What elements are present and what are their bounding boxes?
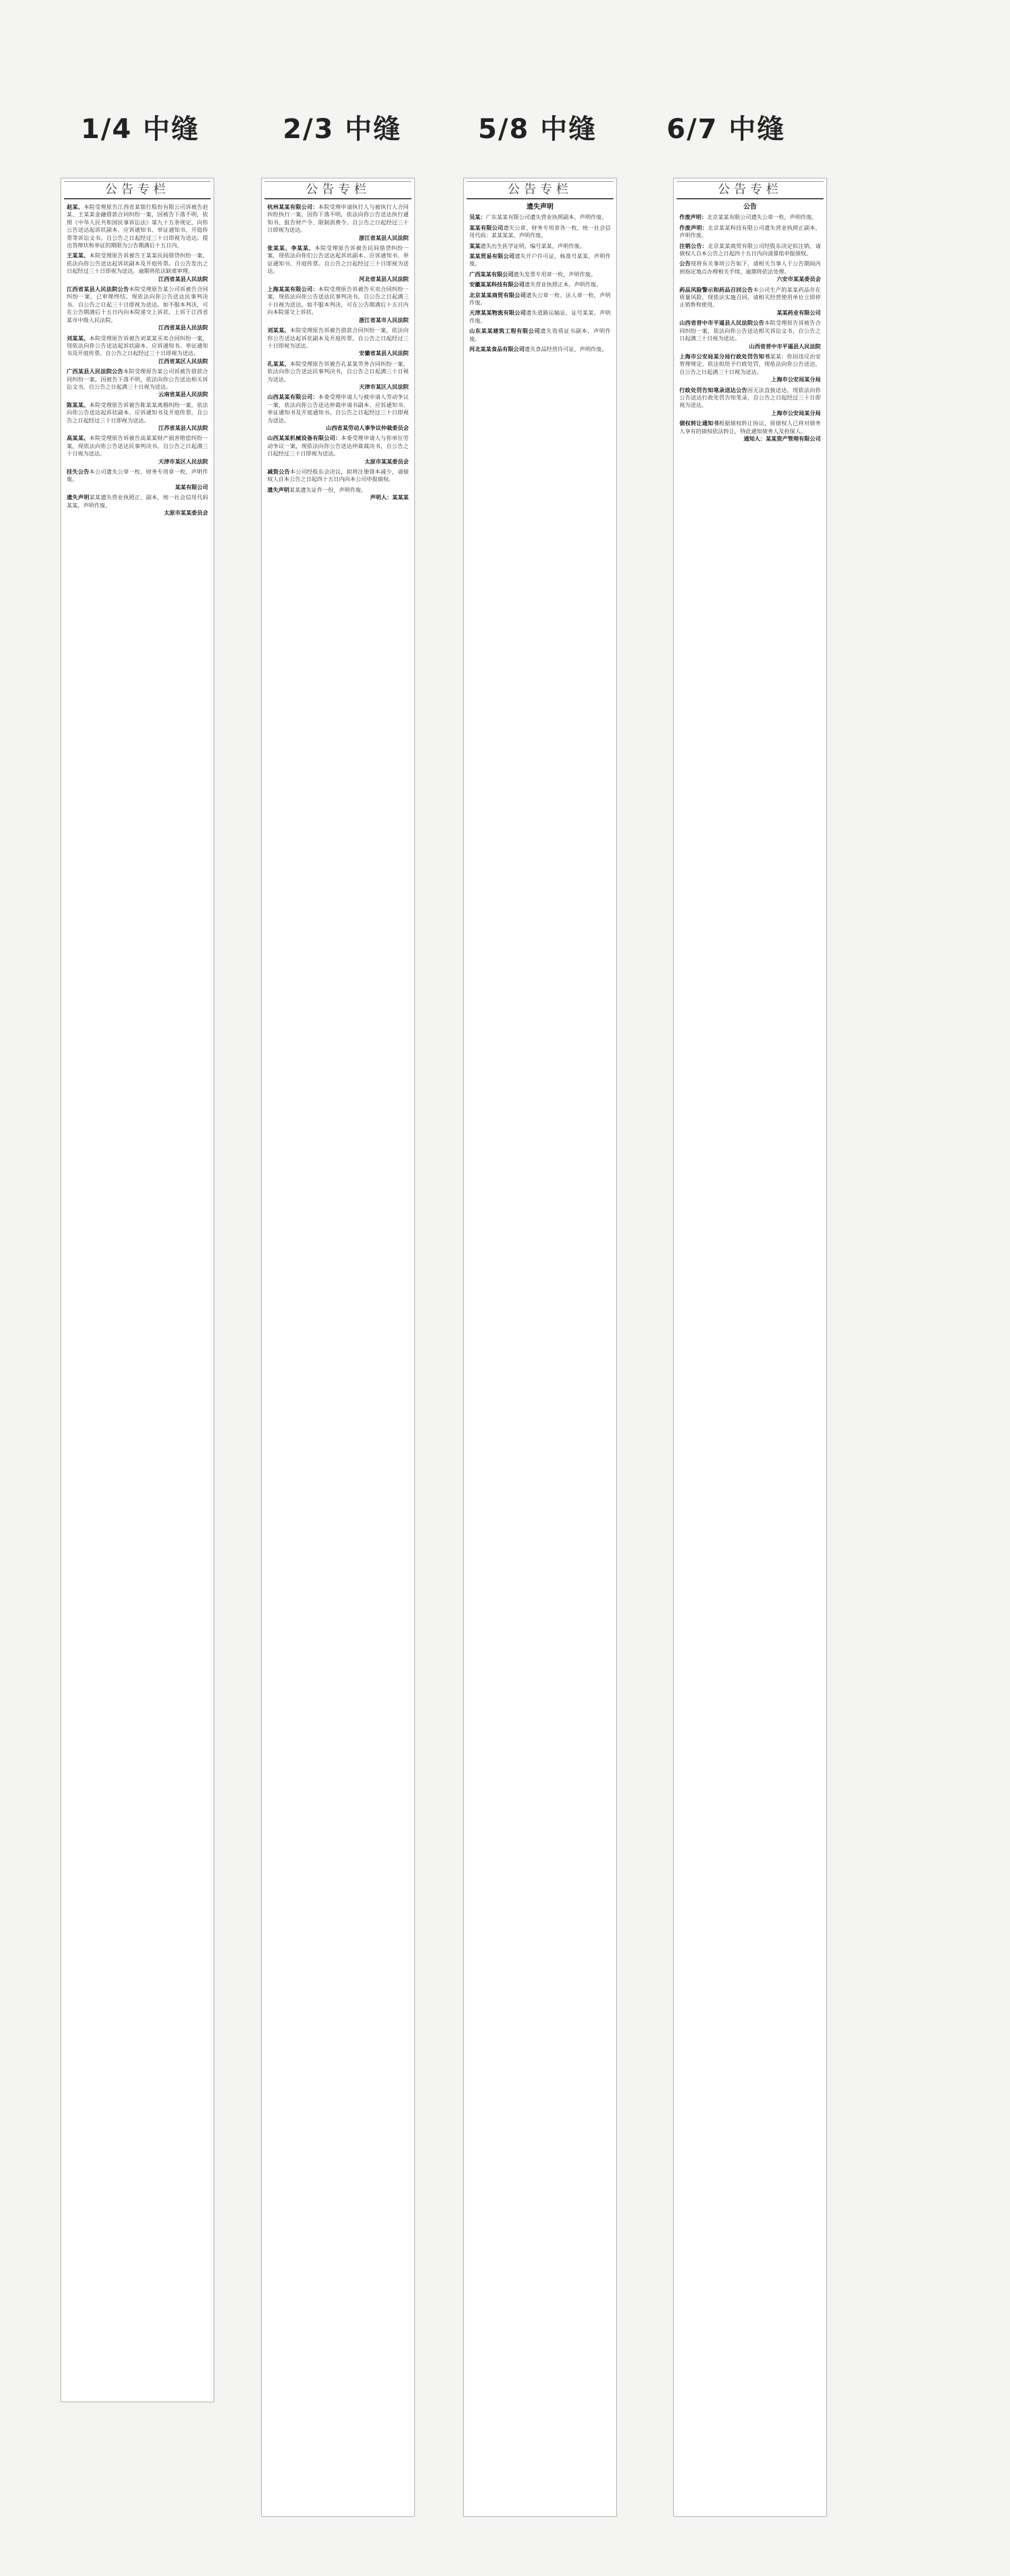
notice-signature: 浙江省某县人民法院 [359, 234, 409, 241]
notice-item [679, 353, 821, 384]
notice-item [469, 292, 611, 307]
notice-text: 遗失公章、财务专用章各一枚，统一社会信用代码：某某某某，声明作废。 [469, 224, 611, 239]
notice-signature: 上海市公安局某分局 [771, 409, 821, 416]
notice-signature: 某某药业有限公司 [776, 309, 821, 316]
notice-signature: 天津市某区人民法院 [158, 457, 208, 465]
notice-item [679, 243, 821, 258]
column-header: 公告专栏 [64, 181, 211, 199]
notice-item [67, 494, 208, 517]
notice-signature: 浙江省某市人民法院 [359, 316, 409, 323]
notice-signature: 六安市某某委员会 [776, 276, 821, 283]
column-body [464, 203, 616, 354]
notice-item [469, 214, 611, 221]
notice-head: 江西省某县人民法院公告 [67, 286, 129, 293]
notice-text: 本院受理原告诉被告买卖合同纠纷一案，现依法向你公告送达民事判决书，自公告之日起满三十日视为送达。如不服本判决，可在公告期满后十五日内向本院递交上诉状。 [267, 286, 409, 316]
notice-text: 本院受理原告诉被告合同纠纷一案，依法向你公告送达相关诉讼文书，自公告之日起满三十日视为送达。 [679, 319, 821, 342]
notice-item [267, 360, 409, 391]
notice-text: 现将有关事项公告如下，请相关当事人于公告期间内到指定地点办理相关手续，逾期将依法处理。 [679, 260, 821, 275]
notice-text: 某某遗失证件一份，声明作废。 [289, 486, 367, 493]
notice-head: 赵某、 [67, 203, 84, 210]
notice-item [67, 335, 208, 366]
notice-head: 公告 [679, 260, 691, 267]
notice-item [469, 346, 611, 353]
notice-item [469, 327, 611, 343]
notice-text: 本公司生产的某某药品存在质量风险，现依法实施召回，请相关经营使用单位立即停止销售和使用。 [679, 286, 821, 309]
notice-head: 刘某某、 [267, 327, 290, 334]
notice-item [267, 486, 409, 502]
notice-head: 遗失声明 [267, 486, 290, 493]
notice-item [267, 434, 409, 465]
notice-text: 遗失发票专用章一枚，声明作废。 [513, 270, 597, 278]
section-title: 公告 [743, 203, 757, 211]
column-body [61, 203, 213, 517]
notice-text: 遗失出生医学证明，编号某某，声明作废。 [480, 242, 585, 249]
notice-text: 本院受理原告诉被告王某某民间借贷纠纷一案，依法向你公告送达起诉状副本及开庭传票。自公告发出之日起经过三十日即视为送达。逾期将依法缺席审理。 [67, 252, 208, 275]
notice-column-1 [61, 178, 214, 2402]
notice-head: 山东某某建筑工程有限公司 [469, 327, 541, 335]
notice-item [469, 224, 611, 240]
notice-item [267, 468, 409, 484]
notice-item [679, 214, 821, 221]
notice-signature: 声明人：某某某 [370, 494, 409, 501]
notice-head: 上海某某有限公司： [267, 286, 318, 293]
notice-signature: 山西省某劳动人事争议仲裁委员会 [326, 424, 409, 431]
notice-head: 王某某、 [67, 252, 90, 259]
notice-text: 本院受理原告诉被告民间借贷纠纷一案，现依法向你们公告送达起诉状副本、应诉通知书、举证通知书、开庭传票。自公告之日起经过三十日即视为送达。 [267, 245, 409, 275]
notice-text: 根据债权转让协议，原债权人已将对债务人享有的债权依法转让，特此通知债务人及担保人。 [679, 420, 821, 434]
notice-text: 某某：你因违反治安管理规定，依法拟给予行政处罚，现依法向你公告送达，自公告之日起满三十日视为送达。 [679, 352, 821, 375]
notice-text: 本院受理原告诉被告刘某某买卖合同纠纷一案，现依法向你公告送达起诉状副本、应诉通知书、举证通知书及开庭传票。自公告之日起经过三十日即视为送达。 [67, 334, 208, 357]
notice-signature: 上海市公安局某分局 [771, 376, 821, 383]
fold-label-2-3: 2/3 中缝 [283, 114, 402, 145]
notice-item [469, 281, 611, 288]
notice-item [469, 253, 611, 268]
notice-item [67, 368, 208, 399]
notice-text: 本院受理原告某公司诉被告借款合同纠纷一案，因被告下落不明，依法向你公告送达相关诉讼文书，自公告之日起满三十日视为送达。 [67, 368, 208, 390]
notice-item [67, 468, 208, 491]
notice-item [267, 245, 409, 283]
notice-head: 行政处罚告知笔录送达公告 [679, 386, 747, 393]
notice-item [267, 393, 409, 432]
notice-text: 遗失开户许可证，核准号某某，声明作废。 [469, 253, 611, 267]
notice-text: 本公司经股东会决议，拟将注册资本减少，请债权人自本公告之日起四十五日内向本公司申报债权。 [267, 468, 409, 483]
notice-head: 注销公告： [679, 242, 708, 249]
notice-text: 本院受理原告诉被告高某某财产损害赔偿纠纷一案，现依法向你公告送达民事判决书，自公告之日起满三十日视为送达。 [67, 434, 208, 457]
notice-text: 本院受理原告诉被告陈某某离婚纠纷一案，依法向你公告送达起诉状副本、应诉通知书及开庭传票。自公告之日起经过三十日即视为送达。 [67, 401, 208, 424]
column-header: 公告专栏 [265, 181, 411, 199]
notice-head: 遗失声明 [67, 494, 90, 501]
notice-item [679, 224, 821, 240]
notice-head: 作废声明： [679, 224, 708, 231]
notice-signature: 江苏省某县人民法院 [158, 424, 208, 431]
notice-head: 山西某某机械设备有限公司： [267, 434, 341, 442]
notice-text: 本院受理申请执行人与被执行人合同纠纷执行一案，因你下落不明，依法向你公告送达执行通知书、报告财产令、限制消费令。自公告之日起经过三十日即视为送达。 [267, 203, 409, 234]
notice-signature: 山西省晋中市平遥县人民法院 [749, 342, 821, 350]
notice-signature: 太原市某某委员会 [364, 457, 409, 465]
notice-text: 本公司遗失公章一枚、财务专用章一枚，声明作废。 [67, 468, 208, 483]
notice-text: 本院受理原告诉被告孔某某劳务合同纠纷一案，依法向你公告送达民事判决书，自公告之日起满三十日视为送达。 [267, 360, 409, 383]
notice-text: 本委受理申请人与被申请人劳动争议一案，依法向你公告送达仲裁申请书副本、应诉通知书、举证通知书及开庭通知书。自公告之日起经过三十日即视为送达。 [267, 393, 409, 424]
notice-item [267, 327, 409, 358]
notice-head: 广西某某有限公司 [469, 270, 514, 278]
notice-item [67, 434, 208, 465]
notice-head: 陈某某、 [67, 401, 90, 408]
notice-signature: 河北省某县人民法院 [359, 275, 409, 282]
notice-head: 杭州某某有限公司： [267, 203, 318, 210]
notice-signature: 太原市某某委员会 [164, 509, 208, 517]
notice-head: 山西某某有限公司： [267, 393, 318, 401]
notice-item [469, 271, 611, 278]
notice-head: 吴某： [469, 214, 486, 221]
notice-head: 河北某某食品有限公司 [469, 346, 525, 353]
notice-text: 北京某某有限公司遗失公章一枚，声明作废。 [706, 214, 817, 221]
notice-head: 债权转让通知书 [679, 420, 719, 427]
notice-head: 孔某某、 [267, 360, 290, 367]
notice-item [267, 203, 409, 242]
notice-text: 本院受理原告某公司诉被告合同纠纷一案，已审理终结。现依法向你公告送达民事判决书。自公告之日起三十日即视为送达。如不服本判决，可在公告期满后十五日内向本院递交上诉状，上诉于江西省某市中级人民法院。 [67, 286, 208, 323]
notice-head: 减资公告 [267, 468, 290, 475]
notice-text: 某某遗失营业执照正、副本，统一社会信用代码某某，声明作废。 [67, 494, 208, 509]
notice-head: 某某贸易有限公司 [469, 253, 515, 260]
notice-signature: 江西省某区人民法院 [158, 357, 208, 364]
notice-item [267, 286, 409, 324]
notice-head: 某某 [469, 242, 481, 249]
notice-item [679, 286, 821, 317]
notice-item [679, 387, 821, 418]
notice-item [67, 203, 208, 249]
fold-label-6-7: 6/7 中缝 [667, 114, 786, 145]
notice-column-3 [463, 178, 617, 2517]
column-body [674, 203, 826, 443]
notice-item [679, 420, 821, 443]
notice-head: 刘某某、 [67, 334, 90, 342]
notice-signature: 安徽省某县人民法院 [359, 350, 409, 357]
notice-text: 遗失公章一枚、法人章一枚，声明作废。 [469, 291, 611, 307]
notice-signature: 江西省某县人民法院 [158, 275, 208, 282]
notice-item [679, 319, 821, 350]
column-header: 公告专栏 [467, 181, 613, 199]
notice-item [469, 243, 611, 250]
notice-column-2 [261, 178, 415, 2517]
notice-text: 北京某某科技有限公司遗失营业执照正副本，声明作废。 [679, 224, 821, 239]
notice-head: 张某某、李某某、 [267, 245, 315, 252]
notice-text: 北京某某商贸有限公司经股东决定拟注销，请债权人自本公告之日起四十五日内向清算组申报债权。 [679, 242, 821, 257]
notice-item [67, 286, 208, 331]
notice-head: 高某某、 [67, 434, 90, 442]
notice-item [67, 401, 208, 432]
fold-label-1-4: 1/4 中缝 [81, 114, 200, 145]
notice-head: 天津某某物流有限公司 [469, 309, 527, 317]
notice-text: 广东某某有限公司遗失营业执照副本，声明作废。 [485, 214, 607, 221]
column-header: 公告专栏 [677, 181, 823, 199]
section-title: 遗失声明 [527, 203, 553, 211]
notice-text: 遗失资质证书副本，声明作废。 [469, 327, 611, 342]
notice-head: 广西某县人民法院公告 [67, 368, 124, 375]
notice-signature: 天津市某区人民法院 [359, 383, 409, 390]
notice-text: 遗失道路运输证，证号某某，声明作废。 [469, 309, 611, 324]
notice-item [469, 309, 611, 325]
notice-text: 本委受理申请人与你单位劳动争议一案，现依法向你公告送达仲裁裁决书，自公告之日起经过三十日即视为送达。 [267, 434, 409, 457]
notice-signature: 云南省某县人民法院 [158, 391, 208, 398]
column-body [262, 203, 414, 502]
notice-item [679, 260, 821, 283]
notice-signature: 江西省某县人民法院 [158, 324, 208, 331]
notice-head: 挂失公告 [67, 468, 90, 475]
notice-signature: 某某有限公司 [174, 483, 208, 490]
notice-text: 本院受理原告诉被告借款合同纠纷一案，依法向你公告送达起诉状副本及开庭传票，自公告之日起经过三十日即视为送达。 [267, 327, 409, 349]
notice-head: 某某有限公司 [469, 224, 504, 231]
notice-head: 山西省晋中市平遥县人民法院公告 [679, 319, 765, 327]
notice-head: 北京某某商贸有限公司 [469, 291, 527, 298]
notice-item [67, 252, 208, 283]
notice-text: 本院受理原告江西省某银行股份有限公司诉被告赵某、王某某金融借款合同纠纷一案，因被告下落不明，依照《中华人民共和国民事诉讼法》第九十五条规定，向你公告送达起诉状副本、应诉通知书、举证通知书、开庭传票等诉讼文书。自公告之日起经过三十日即视为送达。提出答辩状和举证的期限为公告期满后十五日内。 [67, 203, 208, 249]
notice-column-4 [673, 178, 827, 2517]
notice-head: 药品风险警示和药品召回公告 [679, 286, 753, 293]
notice-text: 遗失食品经营许可证，声明作废。 [524, 346, 607, 353]
notice-text: 因无法直接送达，现依法向你公告送达行政处罚告知笔录，自公告之日起经过三十日即视为送达。 [679, 386, 821, 409]
notice-head: 作废声明： [679, 214, 707, 221]
notice-head: 安徽某某科技有限公司 [469, 281, 525, 288]
notice-head: 上海市公安局某分局行政处罚告知书 [679, 352, 770, 360]
fold-label-5-8: 5/8 中缝 [478, 114, 597, 145]
notice-text: 遗失营业执照正本，声明作废。 [524, 281, 602, 288]
notice-signature: 通知人：某某资产管理有限公司 [743, 434, 821, 442]
